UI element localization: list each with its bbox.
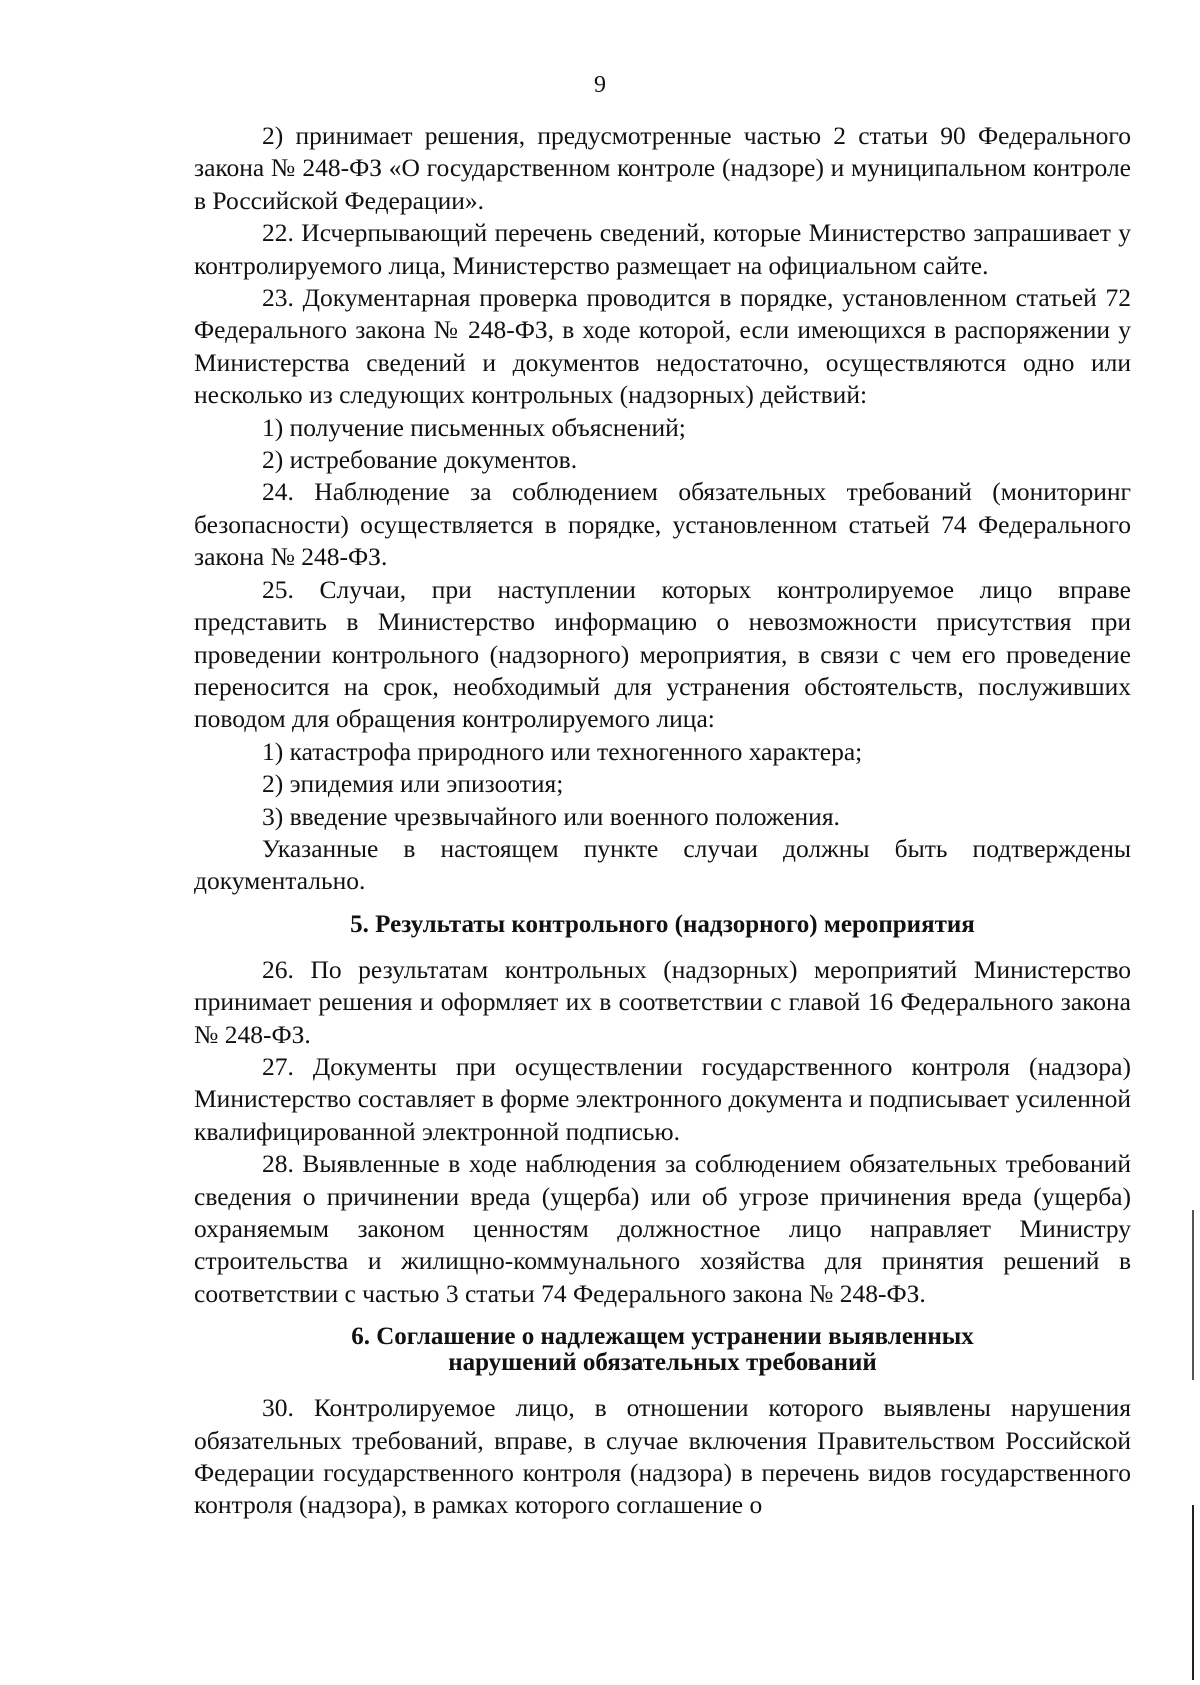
paragraph-25: 25. Случаи, при наступлении которых контролируемое лицо вправе представить в Министерство информацию о невозможности присутствия при проведении контрольного (надзорного) мероприятия, в связи с чем его проведение переносится на срок, необходимый для устранения обстоятельств, послуживших поводом для обращения контролируемого лица: (194, 574, 1131, 734)
section-6-heading-line2: нарушений обязательных требований (448, 1349, 877, 1377)
paragraph-25-note: Указанные в настоящем пункте случаи должны быть подтверждены документально. (194, 833, 1131, 896)
list-item-23-1: 1) получение письменных объяснений; (262, 412, 686, 442)
page-number: 9 (594, 72, 606, 98)
list-item-25-3: 3) введение чрезвычайного или военного положения. (262, 801, 840, 831)
section-5-heading: 5. Результаты контрольного (надзорного) мероприятия (350, 910, 975, 938)
list-item-25-2: 2) эпидемия или эпизоотия; (262, 769, 564, 799)
document-body (194, 120, 1131, 1522)
scan-edge-line (1192, 1505, 1194, 1680)
list-item-25-1: 1) катастрофа природного или техногенного характера; (262, 736, 863, 766)
paragraph-21-2: 2) принимает решения, предусмотренные частью 2 статьи 90 Федерального закона № 248-ФЗ «О государственном контроле (надзоре) и муниципальном контроле в Российской Федерации». (194, 121, 1131, 215)
paragraph-22: 22. Исчерпывающий перечень сведений, которые Министерство запрашивает у контролируемого лица, Министерство размещает на официальном сайте. (194, 218, 1131, 280)
section-6-heading (194, 1324, 1131, 1376)
paragraph-28: 28. Выявленные в ходе наблюдения за соблюдением обязательных требований сведения о причинении вреда (ущерба) или об угрозе причинения вреда (ущерба) охраняемым законом ценностям должностное лицо направляет Министру строительства и жилищно-коммунального хозяйства для принятия решений в соответствии с частью 3 статьи 74 Федерального закона № 248-ФЗ. (194, 1149, 1131, 1308)
paragraph-23: 23. Документарная проверка проводится в порядке, установленном статьей 72 Федерального закона № 248-ФЗ, в ходе которой, если имеющихся в распоряжении у Министерства сведений и документов недостаточно, осуществляются одно или несколько из следующих контрольных (надзорных) действий: (194, 283, 1131, 410)
scan-edge-line (1192, 1210, 1194, 1380)
section-6-heading-line1: 6. Соглашение о надлежащем устранении выявленных (351, 1323, 974, 1351)
paragraph-30: 30. Контролируемое лицо, в отношении которого выявлены нарушения обязательных требований, вправе, в случае включения Правительством Российской Федерации государственного контроля (надзора) в перечень видов государственного контроля (надзора), в рамках которого соглашение о (194, 1393, 1131, 1520)
paragraph-24: 24. Наблюдение за соблюдением обязательных требований (мониторинг безопасности) осуществляется в порядке, установленном статьей 74 Федерального закона № 248-ФЗ. (194, 477, 1131, 572)
paragraph-27: 27. Документы при осуществлении государственного контроля (надзора) Министерство составляет в форме электронного документа и подписывает усиленной квалифицированной электронной подписью. (194, 1051, 1131, 1146)
list-item-23-2: 2) истребование документов. (262, 445, 578, 475)
paragraph-26: 26. По результатам контрольных (надзорных) мероприятий Министерство принимает решения и оформляет их в соответствии с главой 16 Федерального закона № 248-ФЗ. (194, 954, 1131, 1049)
